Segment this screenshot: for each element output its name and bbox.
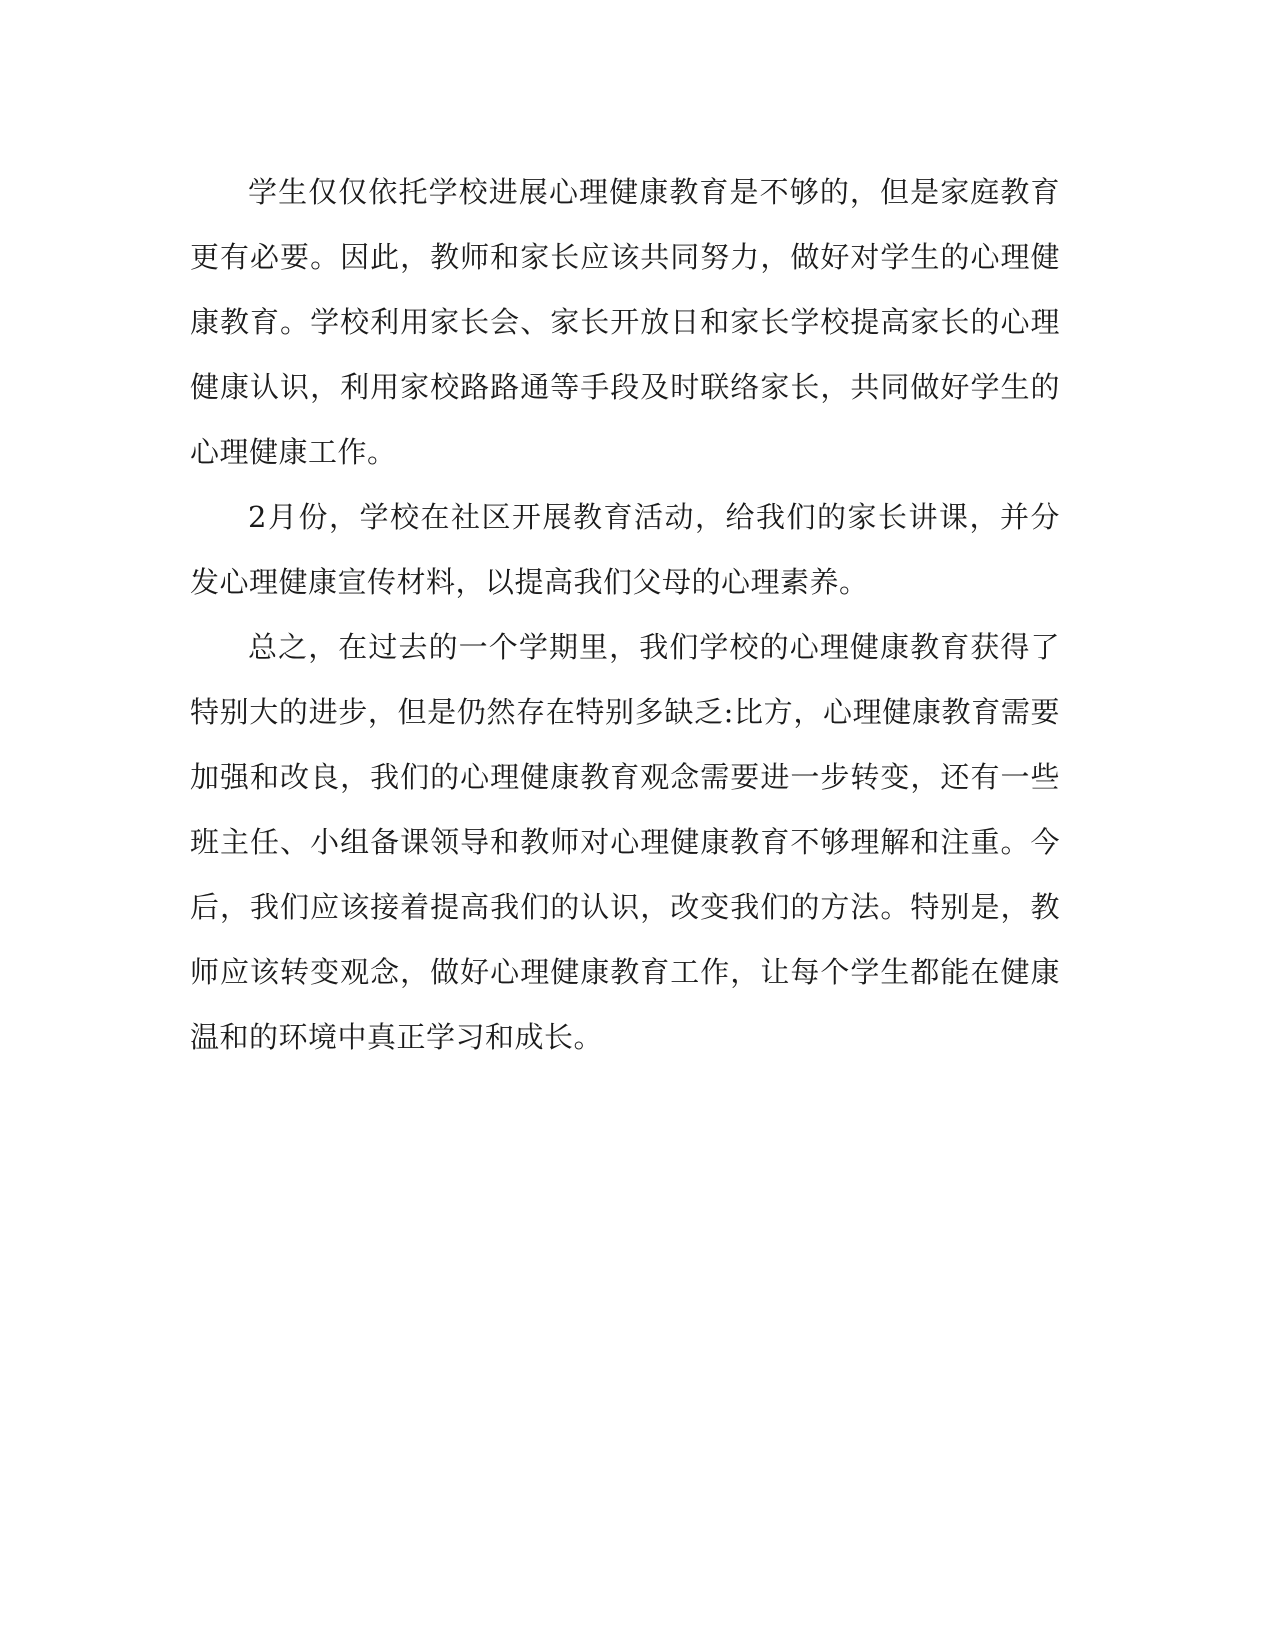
- paragraph-home-school-cooperation: 学生仅仅依托学校进展心理健康教育是不够的，但是家庭教育更有必要。因此，教师和家长应该共同努力，做好对学生的心理健康教育。学校利用家长会、家长开放日和家长学校提高家长的心理健康认识，利用家校路路通等手段及时联络家长，共同做好学生的心理健康工作。: [190, 175, 1060, 469]
- document-body: [190, 160, 1060, 1070]
- paragraph-summary: 总之，在过去的一个学期里，我们学校的心理健康教育获得了特别大的进步，但是仍然存在特别多缺乏:比方，心理健康教育需要加强和改良，我们的心理健康教育观念需要进一步转变，还有一些班主任、小组备课领导和教师对心理健康教育不够理解和注重。今后，我们应该接着提高我们的认识，改变我们的方法。特别是，教师应该转变观念，做好心理健康教育工作，让每个学生都能在健康温和的环境中真正学习和成长。: [190, 630, 1060, 1054]
- paragraph-february-community-activity: 2月份，学校在社区开展教育活动，给我们的家长讲课，并分发心理健康宣传材料，以提高我们父母的心理素养。: [190, 500, 1060, 599]
